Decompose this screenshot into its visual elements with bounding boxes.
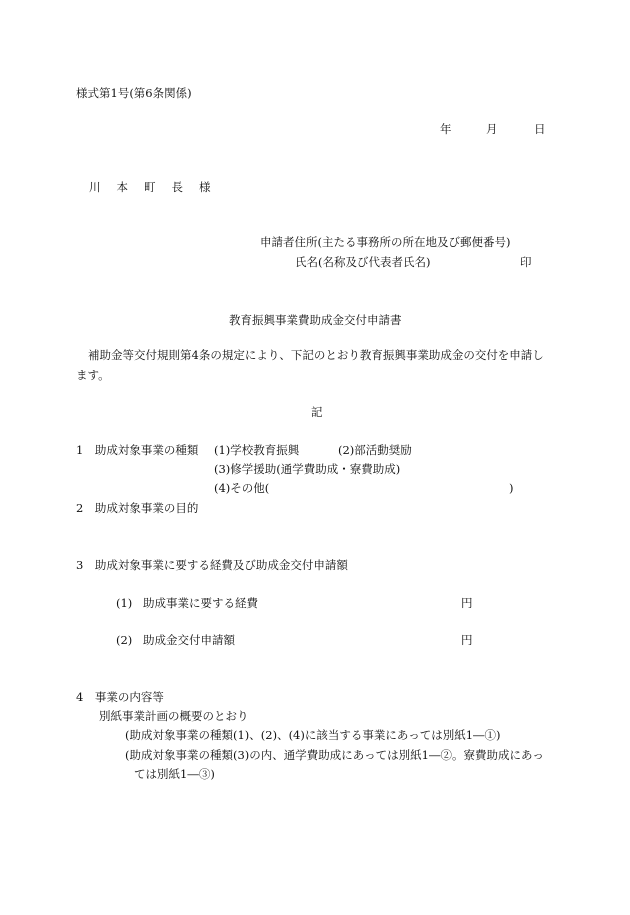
applicant-name-label: 氏名(名称及び代表者氏名) (295, 255, 431, 269)
seal-mark: 印 (520, 255, 532, 269)
item3-sub-label: 助成金交付申請額 (143, 633, 235, 647)
item1-option-close: ) (509, 481, 514, 495)
addressee-char: 町 (144, 180, 156, 194)
form-number: 様式第1号(第6条関係) (76, 86, 192, 100)
body-text-line: ます。 (76, 368, 110, 382)
item3-sub-unit: 円 (461, 633, 473, 647)
item4-text-line: 別紙事業計画の概要のとおり (99, 709, 249, 723)
item1-option: (3)修学援助(通学費助成・寮費助成) (214, 462, 401, 476)
item1-option: (1)学校教育振興 (214, 443, 300, 457)
item1-option: (4)その他( (214, 481, 270, 495)
addressee-char: 長 (171, 180, 183, 194)
item4-text-line: ては別紙1―③) (134, 767, 215, 781)
date-month-label: 月 (486, 122, 498, 136)
ki-heading: 記 (311, 405, 323, 419)
date-day-label: 日 (534, 122, 546, 136)
item2-label: 2 助成対象事業の目的 (76, 501, 199, 515)
item1-label: 1 助成対象事業の種類 (76, 443, 199, 457)
item3-sub-number: (1) (116, 596, 133, 610)
document-title: 教育振興事業費助成金交付申請書 (229, 313, 402, 327)
item3-sub-label: 助成事業に要する経費 (143, 596, 258, 610)
item1-option: (2)部活動奨励 (338, 443, 412, 457)
item3-sub-number: (2) (116, 633, 133, 647)
item3-sub-unit: 円 (461, 596, 473, 610)
body-text-line: 補助金等交付規則第4条の規定により、下記のとおり教育振興事業助成金の交付を申請し (88, 348, 544, 362)
addressee (89, 182, 211, 194)
applicant-address-label: 申請者住所(主たる事務所の所在地及び郵便番号) (260, 235, 511, 249)
addressee-char: 川 (89, 180, 101, 194)
item3-label: 3 助成対象事業に要する経費及び助成金交付申請額 (76, 558, 348, 572)
addressee-char: 様 (199, 180, 211, 194)
addressee-char: 本 (116, 180, 128, 194)
date-year-label: 年 (440, 122, 452, 136)
item4-label: 4 事業の内容等 (76, 690, 164, 704)
item4-text-line: (助成対象事業の種類(3)の内、通学費助成にあっては別紙1―②。寮費助成にあっ (125, 748, 544, 762)
item4-text-line: (助成対象事業の種類(1)、(2)、(4)に該当する事業にあっては別紙1―①) (125, 728, 501, 742)
